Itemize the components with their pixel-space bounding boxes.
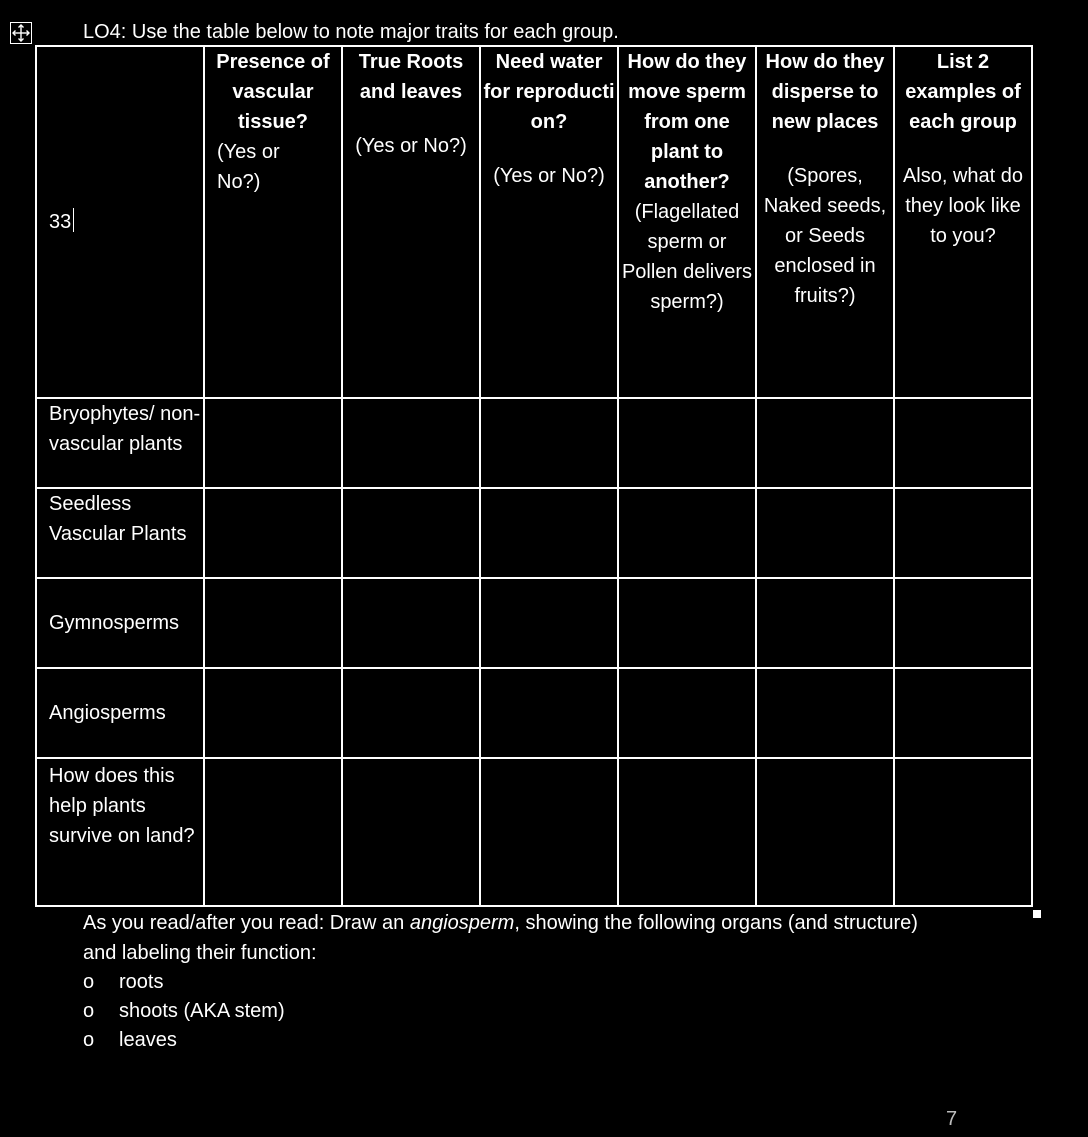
column-question: Need water for reproducti on? <box>483 51 615 133</box>
page-title: LO4: Use the table below to note major traits for each group. <box>83 21 619 43</box>
list-item <box>83 968 1043 997</box>
table-cell[interactable] <box>894 578 1032 668</box>
text-cursor <box>73 208 74 232</box>
table-cell[interactable] <box>204 578 342 668</box>
table-cell[interactable] <box>894 398 1032 488</box>
bullet-icon: o <box>83 1029 95 1051</box>
table-cell[interactable] <box>894 758 1032 906</box>
table-cell[interactable] <box>480 398 618 488</box>
table-corner-cell[interactable] <box>36 46 204 398</box>
column-header-examples <box>894 46 1032 398</box>
bullet-icon: o <box>83 1000 95 1022</box>
organ-list <box>83 968 1043 1055</box>
table-cell[interactable] <box>342 668 480 758</box>
table-cell[interactable] <box>894 668 1032 758</box>
column-hint: (Yes or No?) <box>217 141 280 193</box>
table-cell[interactable] <box>480 488 618 578</box>
row-label-survive-on-land: How does this help plants survive on land? <box>36 758 204 906</box>
list-item <box>83 997 1043 1026</box>
drawing-instructions <box>83 908 1043 1055</box>
table-header-row <box>36 46 1032 398</box>
column-hint: (Spores, Naked seeds, or Seeds enclosed in fruits?) <box>763 165 887 307</box>
table-cell[interactable] <box>756 578 894 668</box>
instruction-text: As you read/after you read: Draw an <box>83 912 410 934</box>
table-cell[interactable] <box>204 488 342 578</box>
table-cell[interactable] <box>480 668 618 758</box>
list-item <box>83 1026 1043 1055</box>
instruction-line-2: and labeling their function: <box>83 942 317 964</box>
row-label-bryophytes: Bryophytes/ non-vascular plants <box>36 398 204 488</box>
column-hint: (Yes or No?) <box>493 165 605 187</box>
column-question: How do they disperse to new places <box>765 51 885 133</box>
column-question: True Roots and leaves <box>358 51 464 103</box>
table-cell[interactable] <box>756 488 894 578</box>
table-cell[interactable] <box>342 398 480 488</box>
table-cell[interactable] <box>618 488 756 578</box>
table-cell[interactable] <box>756 758 894 906</box>
table-cell[interactable] <box>204 758 342 906</box>
table-row <box>36 668 1032 758</box>
column-header-disperse <box>756 46 894 398</box>
table-cell[interactable] <box>756 668 894 758</box>
page-number: 7 <box>946 1108 958 1130</box>
table-cell[interactable] <box>618 398 756 488</box>
table-cell[interactable] <box>342 488 480 578</box>
table-cell[interactable] <box>342 758 480 906</box>
table-cell[interactable] <box>480 758 618 906</box>
column-header-roots-leaves <box>342 46 480 398</box>
move-table-handle-icon[interactable] <box>10 22 32 44</box>
bullet-icon: o <box>83 971 95 993</box>
table-cell[interactable] <box>756 398 894 488</box>
column-header-water <box>480 46 618 398</box>
table-row <box>36 488 1032 578</box>
column-hint: Also, what do they look like to you? <box>902 165 1024 247</box>
list-item-text: shoots (AKA stem) <box>119 1000 285 1022</box>
instruction-emphasis: angiosperm <box>409 912 515 934</box>
list-item-text: roots <box>119 971 164 993</box>
instruction-text: , showing the following organs (and structure) <box>514 912 918 934</box>
column-question: List 2 examples of each group <box>905 51 1021 133</box>
table-row <box>36 578 1032 668</box>
table-cell[interactable] <box>480 578 618 668</box>
column-hint: (Flagellated sperm or Pollen delivers sperm?) <box>621 201 753 313</box>
table-cell[interactable] <box>618 758 756 906</box>
row-label-angiosperms: Angiosperms <box>36 668 204 758</box>
table-row <box>36 398 1032 488</box>
table-cell[interactable] <box>342 578 480 668</box>
column-header-sperm <box>618 46 756 398</box>
table-cell[interactable] <box>618 668 756 758</box>
table-row <box>36 758 1032 906</box>
list-item-text: leaves <box>119 1029 177 1051</box>
column-hint: (Yes or No?) <box>355 135 467 157</box>
column-question: How do they move sperm from one plant to another? <box>627 51 747 193</box>
table-cell[interactable] <box>894 488 1032 578</box>
row-label-gymnosperms: Gymnosperms <box>36 578 204 668</box>
column-header-vascular <box>204 46 342 398</box>
corner-text: 33 <box>49 211 72 233</box>
instruction-line-1 <box>83 908 1043 938</box>
table-cell[interactable] <box>204 398 342 488</box>
table-cell[interactable] <box>618 578 756 668</box>
table-cell[interactable] <box>204 668 342 758</box>
traits-table <box>35 45 1033 907</box>
row-label-seedless-vascular: Seedless Vascular Plants <box>36 488 204 578</box>
column-question: Presence of vascular tissue? <box>216 51 330 133</box>
